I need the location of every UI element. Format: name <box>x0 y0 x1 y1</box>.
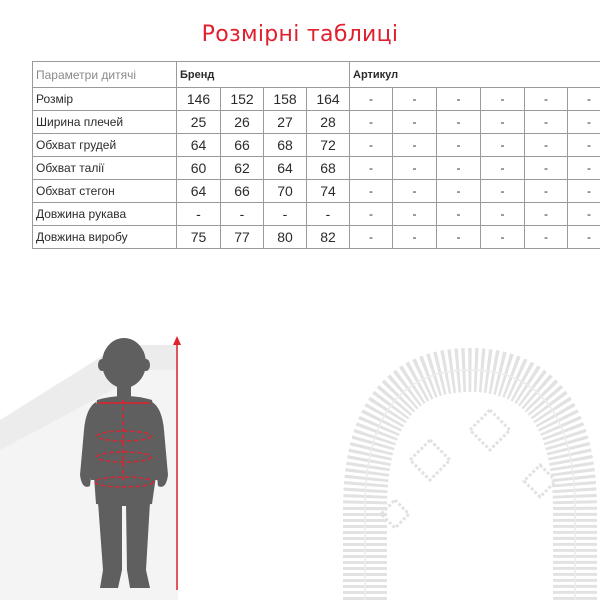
article-value-cell: - <box>568 203 600 226</box>
table-row <box>33 134 600 157</box>
article-value-cell: - <box>568 180 600 203</box>
brand-value-cell: 68 <box>264 134 307 157</box>
article-value-cell: - <box>525 157 568 180</box>
brand-value-cell: 64 <box>177 180 221 203</box>
param-label: Ширина плечей <box>33 111 177 134</box>
brand-value-cell: - <box>307 203 350 226</box>
article-value-cell: - <box>393 134 437 157</box>
table-row <box>33 88 600 111</box>
article-value-cell: - <box>393 226 437 249</box>
brand-value-cell: 68 <box>307 157 350 180</box>
article-value-cell: - <box>350 157 393 180</box>
brand-value-cell: - <box>264 203 307 226</box>
embroidery-ornament-icon <box>365 370 575 600</box>
param-label: Обхват стегон <box>33 180 177 203</box>
brand-value-cell: 70 <box>264 180 307 203</box>
table-row <box>33 203 600 226</box>
table-header-row <box>33 62 600 88</box>
article-value-cell: - <box>350 180 393 203</box>
article-value-cell: - <box>481 88 525 111</box>
article-value-cell: - <box>568 157 600 180</box>
article-value-cell: - <box>437 157 481 180</box>
article-value-cell: - <box>525 203 568 226</box>
param-label: Розмір <box>33 88 177 111</box>
brand-value-cell: 62 <box>221 157 264 180</box>
brand-value-cell: 75 <box>177 226 221 249</box>
article-value-cell: - <box>393 88 437 111</box>
measurement-illustration <box>0 290 600 600</box>
brand-value-cell: 80 <box>264 226 307 249</box>
article-value-cell: - <box>481 226 525 249</box>
table-row <box>33 111 600 134</box>
article-value-cell: - <box>437 203 481 226</box>
article-value-cell: - <box>350 134 393 157</box>
article-value-cell: - <box>393 203 437 226</box>
brand-header: Бренд <box>177 62 350 88</box>
brand-value-cell: 60 <box>177 157 221 180</box>
article-value-cell: - <box>568 88 600 111</box>
article-value-cell: - <box>525 226 568 249</box>
brand-value-cell: 64 <box>264 157 307 180</box>
brand-value-cell: 158 <box>264 88 307 111</box>
article-value-cell: - <box>525 111 568 134</box>
article-value-cell: - <box>350 203 393 226</box>
article-value-cell: - <box>350 226 393 249</box>
article-value-cell: - <box>568 226 600 249</box>
article-value-cell: - <box>568 111 600 134</box>
size-table <box>32 61 600 249</box>
brand-value-cell: - <box>177 203 221 226</box>
article-value-cell: - <box>525 180 568 203</box>
article-value-cell: - <box>350 111 393 134</box>
brand-value-cell: 152 <box>221 88 264 111</box>
article-value-cell: - <box>568 134 600 157</box>
brand-value-cell: - <box>221 203 264 226</box>
article-value-cell: - <box>393 111 437 134</box>
article-value-cell: - <box>437 111 481 134</box>
article-value-cell: - <box>437 180 481 203</box>
article-value-cell: - <box>481 134 525 157</box>
table-row <box>33 157 600 180</box>
article-header: Артикул <box>350 62 600 88</box>
article-value-cell: - <box>481 203 525 226</box>
brand-value-cell: 66 <box>221 134 264 157</box>
table-row <box>33 226 600 249</box>
article-value-cell: - <box>350 88 393 111</box>
brand-value-cell: 77 <box>221 226 264 249</box>
brand-value-cell: 64 <box>177 134 221 157</box>
brand-value-cell: 26 <box>221 111 264 134</box>
article-value-cell: - <box>393 180 437 203</box>
article-value-cell: - <box>481 157 525 180</box>
brand-value-cell: 25 <box>177 111 221 134</box>
brand-value-cell: 27 <box>264 111 307 134</box>
child-silhouette-icon <box>0 290 600 600</box>
table-row <box>33 180 600 203</box>
param-label: Довжина виробу <box>33 226 177 249</box>
page-title: Розмірні таблиці <box>201 22 399 47</box>
param-label: Довжина рукава <box>33 203 177 226</box>
article-value-cell: - <box>481 111 525 134</box>
article-value-cell: - <box>437 134 481 157</box>
brand-value-cell: 66 <box>221 180 264 203</box>
brand-value-cell: 82 <box>307 226 350 249</box>
brand-value-cell: 72 <box>307 134 350 157</box>
param-label: Обхват грудей <box>33 134 177 157</box>
brand-value-cell: 146 <box>177 88 221 111</box>
param-label: Обхват талії <box>33 157 177 180</box>
article-value-cell: - <box>525 88 568 111</box>
brand-value-cell: 74 <box>307 180 350 203</box>
article-value-cell: - <box>525 134 568 157</box>
brand-value-cell: 28 <box>307 111 350 134</box>
article-value-cell: - <box>481 180 525 203</box>
param-header: Параметри дитячі <box>33 62 177 88</box>
article-value-cell: - <box>437 226 481 249</box>
brand-value-cell: 164 <box>307 88 350 111</box>
article-value-cell: - <box>437 88 481 111</box>
article-value-cell: - <box>393 157 437 180</box>
